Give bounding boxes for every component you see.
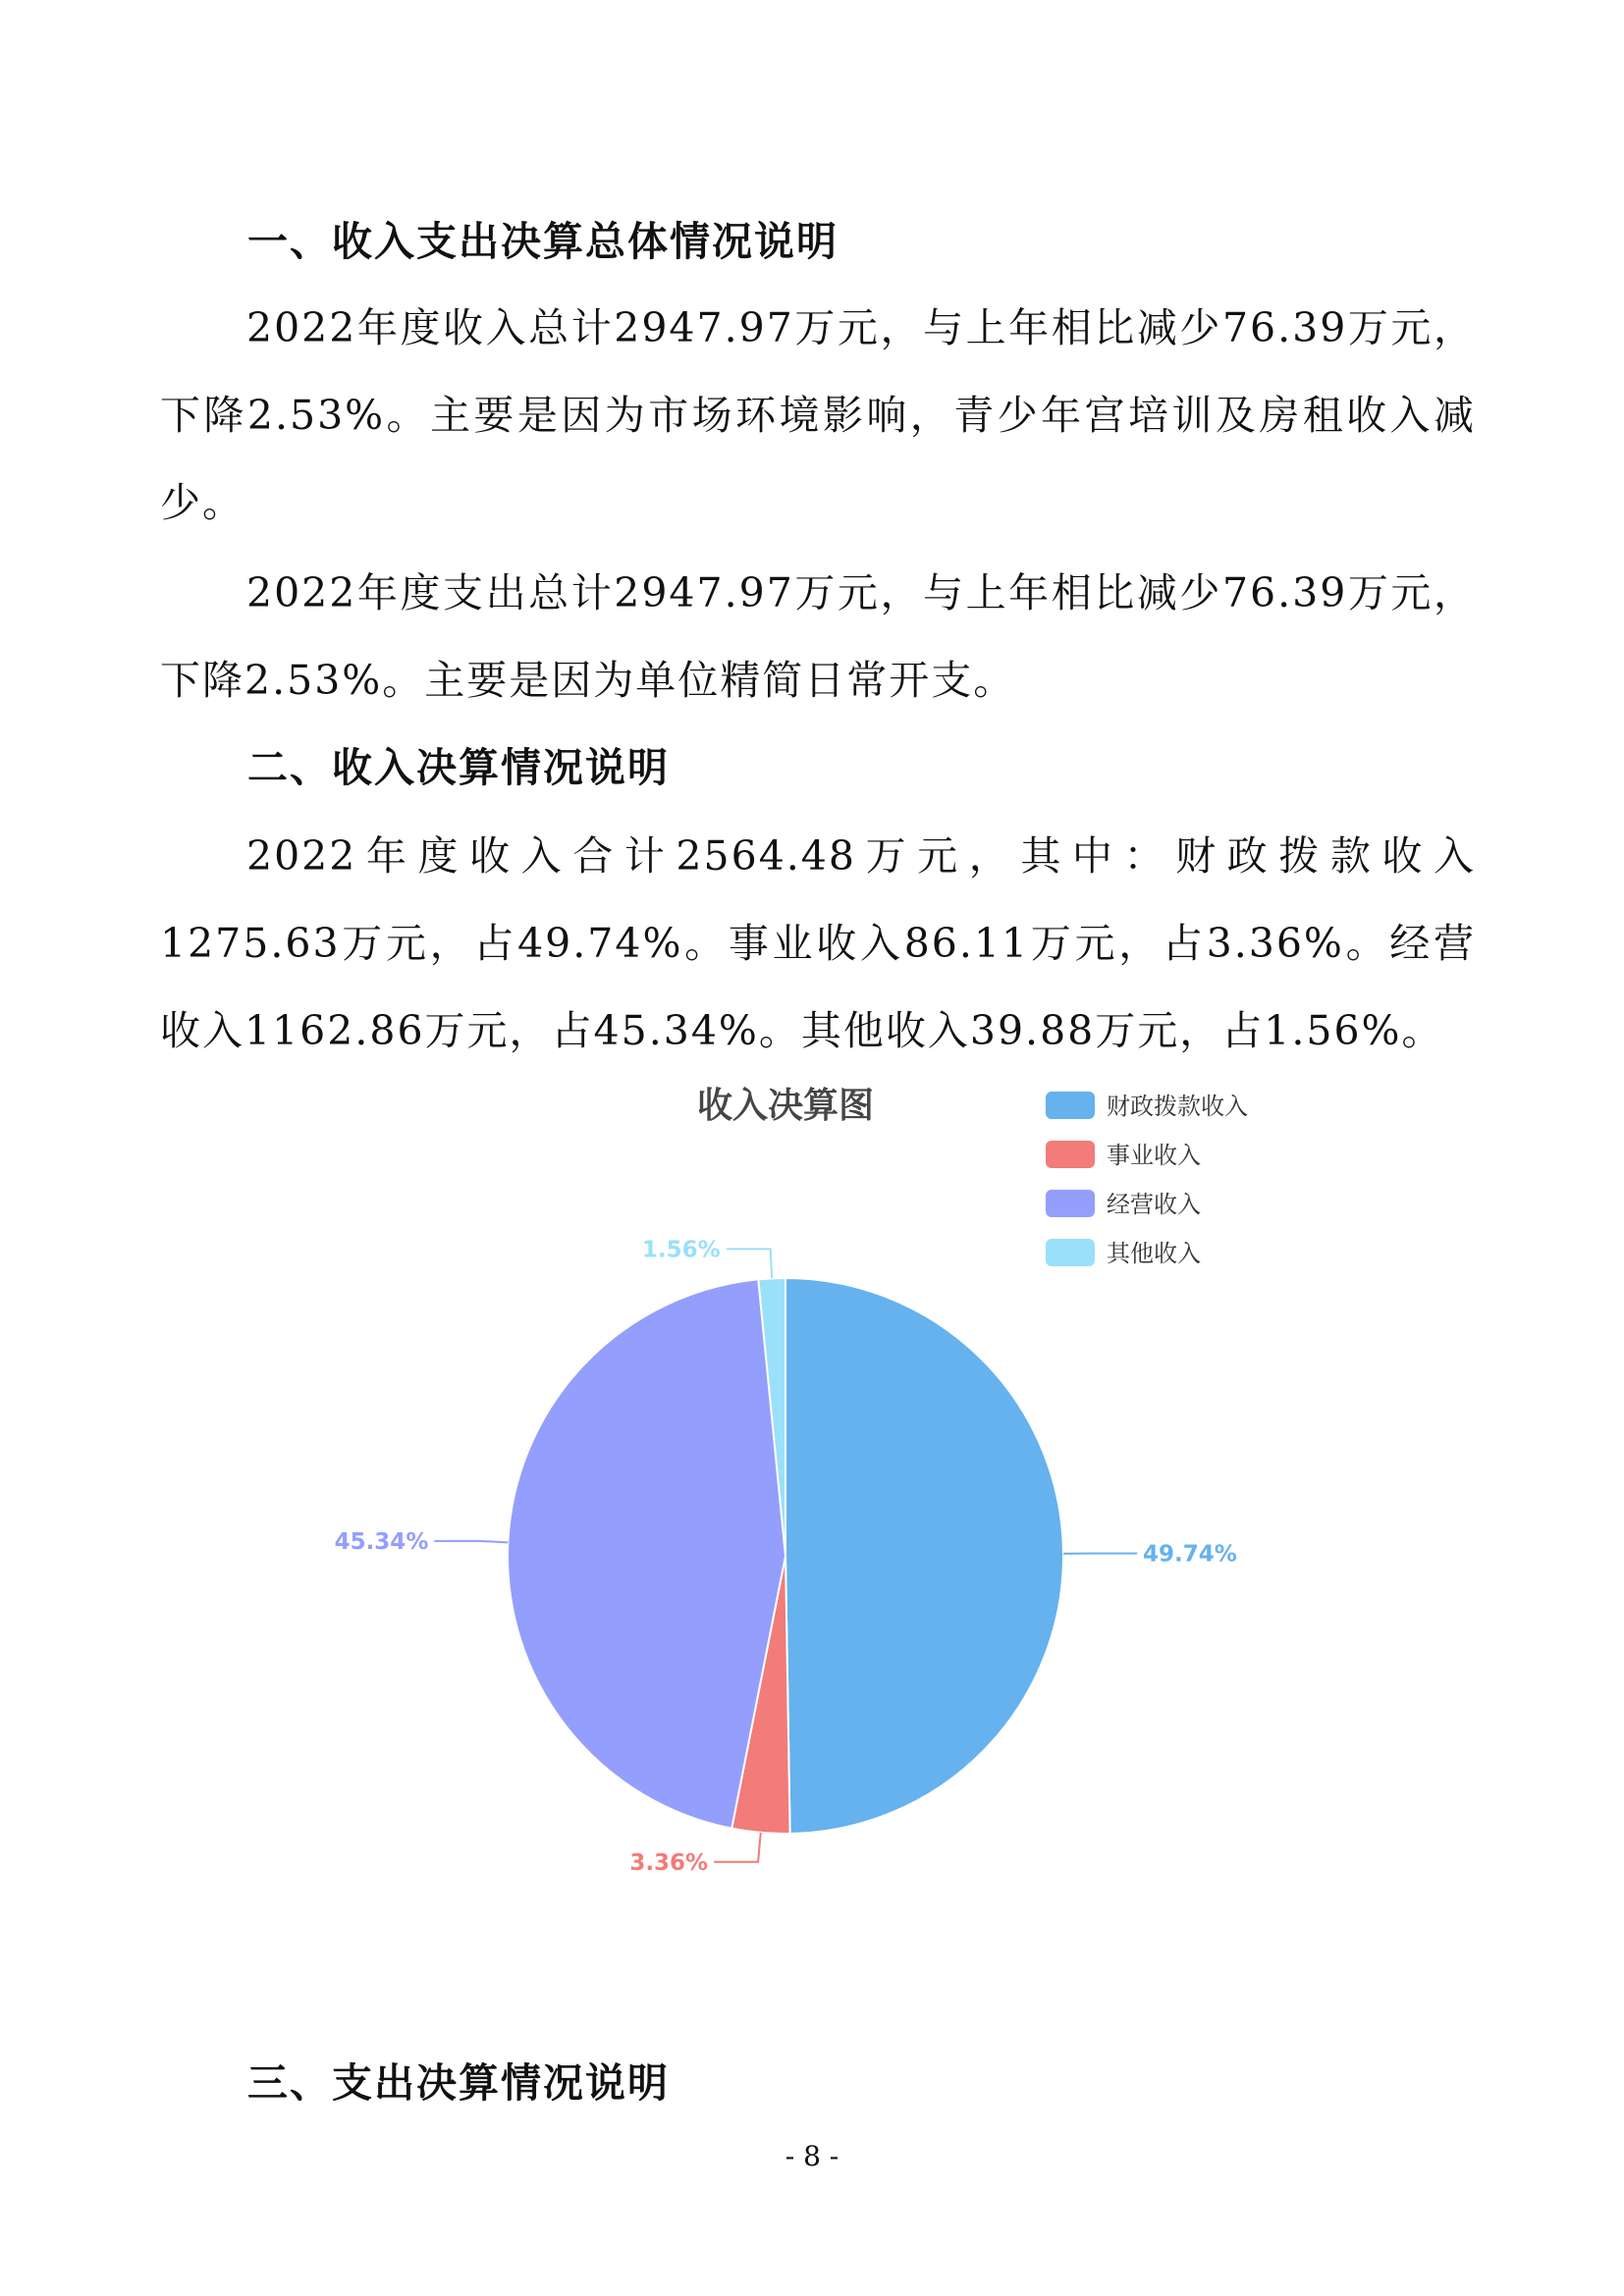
legend-swatch-2 — [1046, 1141, 1095, 1168]
section-heading-1: 一、收入支出决算总体情况说明 — [247, 218, 839, 265]
paragraph-total-expenditure: 2022年度支出总计2947.97万元，与上年相比减少76.39万元，下降2.53%。主要是因为单位精简日常开支。 — [160, 569, 1476, 704]
pie-data-label-2: 3.36% — [629, 1849, 709, 1876]
pie-leader-line-3 — [434, 1541, 508, 1542]
paragraph-income-details: 2022年度收入合计2564.48万元，其中：财政拨款收入1275.63万元，占49.74%。事业收入86.11万元，占3.36%。经营收入1162.86万元，占45.34%。其他收入39.88万元，占1.56%。 — [160, 832, 1476, 1054]
legend-label-2: 事业收入 — [1107, 1142, 1201, 1169]
pie-slice-3 — [508, 1279, 785, 1828]
paragraph-total-income: 2022年度收入总计2947.97万元，与上年相比减少76.39万元，下降2.53%。主要是因为市场环境影响，青少年宫培训及房租收入减少。 — [160, 304, 1476, 526]
legend-label-1: 财政拨款收入 — [1107, 1093, 1248, 1120]
pie-data-label-1: 49.74% — [1142, 1541, 1237, 1568]
pie-leader-line-2 — [714, 1833, 761, 1862]
legend-swatch-4 — [1046, 1239, 1095, 1266]
legend-swatch-3 — [1046, 1190, 1095, 1217]
legend-swatch-1 — [1046, 1092, 1095, 1119]
chart-title: 收入决算图 — [696, 1086, 875, 1126]
legend-label-3: 经营收入 — [1107, 1191, 1201, 1218]
pie-slices — [508, 1278, 1063, 1834]
pie-data-label-4: 1.56% — [641, 1237, 721, 1263]
page-number: - 8 - — [785, 2140, 839, 2172]
section-heading-3: 三、支出决算情况说明 — [247, 2059, 670, 2107]
income-pie-chart — [0, 1070, 1624, 1934]
pie-slice-1 — [785, 1278, 1063, 1834]
section-heading-2: 二、收入决算情况说明 — [247, 744, 670, 791]
chart-legend — [1046, 1092, 1248, 1267]
pie-leader-line-4 — [727, 1249, 772, 1278]
legend-label-4: 其他收入 — [1107, 1240, 1201, 1267]
pie-data-label-3: 45.34% — [334, 1528, 429, 1555]
